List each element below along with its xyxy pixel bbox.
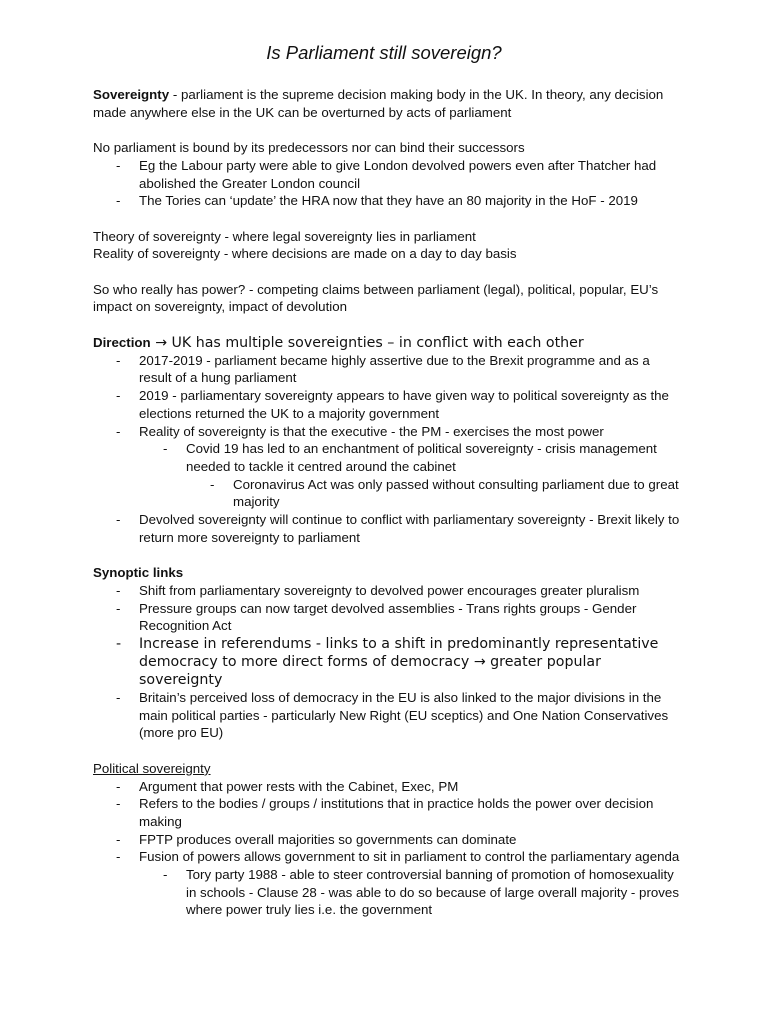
list-item: - FPTP produces overall majorities so governments can dominate (139, 831, 683, 849)
page-title: Is Parliament still sovereign? (266, 42, 502, 63)
list-item: - Increase in referendums - links to a shift in predominantly representative democracy to more direct forms of democracy → greater popular sovereignty (139, 635, 683, 689)
synoptic-heading: Synoptic links (93, 565, 184, 581)
list-item: - 2019 - parliamentary sovereignty appears to have given way to political sovereignty as the elections returned the UK to a majority government (139, 387, 683, 422)
list-item: - Tory party 1988 - able to steer controversial banning of promotion of homosexuality in schools - Clause 28 - was able to do so because of large overall majority - proves where power truly lies i.e. the government (186, 866, 683, 919)
sovereignty-text: - parliament is the supreme decision making body in the UK. In theory, any decision made anywhere else in the UK can be overturned by acts of parliament (93, 87, 664, 120)
direction-list (93, 352, 683, 547)
list-item: - Shift from parliamentary sovereignty to devolved power encourages greater pluralism (139, 582, 683, 600)
list-item: - 2017-2019 - parliament became highly assertive due to the Brexit programme and as a result of a hung parliament (139, 352, 683, 387)
list-item: - Britain’s perceived loss of democracy in the EU is also linked to the major divisions in the main political parties - particularly New Right (EU sceptics) and One Nation Conservatives (more pro EU) (139, 689, 683, 742)
list-item (186, 440, 683, 511)
list-item: - Eg the Labour party were able to give London devolved powers even after Thatcher had abolished the Greater London council (139, 157, 683, 192)
direction-subsublist (186, 476, 683, 511)
direction-text: → UK has multiple sovereignties – in conflict with each other (150, 334, 584, 351)
reality-line: Reality of sovereignty - where decisions are made on a day to day basis (93, 246, 517, 262)
list-item (139, 848, 683, 919)
spacer (93, 210, 683, 228)
theory-line: Theory of sovereignty - where legal sovereignty lies in parliament (93, 228, 476, 244)
spacer (93, 316, 683, 334)
list-item (139, 423, 683, 512)
list-item: - Devolved sovereignty will continue to conflict with parliamentary sovereignty - Brexit likely to return more sovereignty to parliament (139, 511, 683, 546)
document-body (93, 86, 683, 919)
list-item: - Refers to the bodies / groups / institutions that in practice holds the power over decision making (139, 795, 683, 830)
spacer (93, 742, 683, 760)
direction-heading (93, 334, 683, 352)
list-item-text: Covid 19 has led to an enchantment of political sovereignty - crisis management needed to tackle it centred around the cabinet (186, 441, 657, 474)
spacer (93, 547, 683, 565)
synoptic-list (93, 582, 683, 742)
list-item-text: Fusion of powers allows government to sit in parliament to control the parliamentary agenda (139, 849, 680, 865)
sovereignty-term: Sovereignty (93, 87, 170, 102)
political-sublist (139, 866, 683, 919)
power-paragraph: So who really has power? - competing claims between parliament (legal), political, popular, EU’s impact on sovereignty, impact of devolution (93, 281, 659, 315)
list-item: - Argument that power rests with the Cabinet, Exec, PM (139, 778, 683, 796)
political-heading: Political sovereignty (93, 760, 211, 776)
direction-term: Direction (93, 334, 151, 350)
spacer (93, 263, 683, 281)
list-item-text: Reality of sovereignty is that the executive - the PM - exercises the most power (139, 423, 604, 439)
list-item: - The Tories can ‘update’ the HRA now that they have an 80 majority in the HoF - 2019 (139, 192, 683, 210)
political-list (93, 778, 683, 920)
list-item: - Pressure groups can now target devolved assemblies - Trans rights groups - Gender Recognition Act (139, 600, 683, 635)
sovereignty-paragraph (93, 86, 683, 121)
list-item: - Coronavirus Act was only passed without consulting parliament due to great majority (233, 476, 683, 511)
spacer (93, 121, 683, 139)
predecessors-paragraph: No parliament is bound by its predecessors nor can bind their successors (93, 140, 525, 156)
direction-sublist (139, 440, 683, 511)
predecessors-list (93, 157, 683, 210)
